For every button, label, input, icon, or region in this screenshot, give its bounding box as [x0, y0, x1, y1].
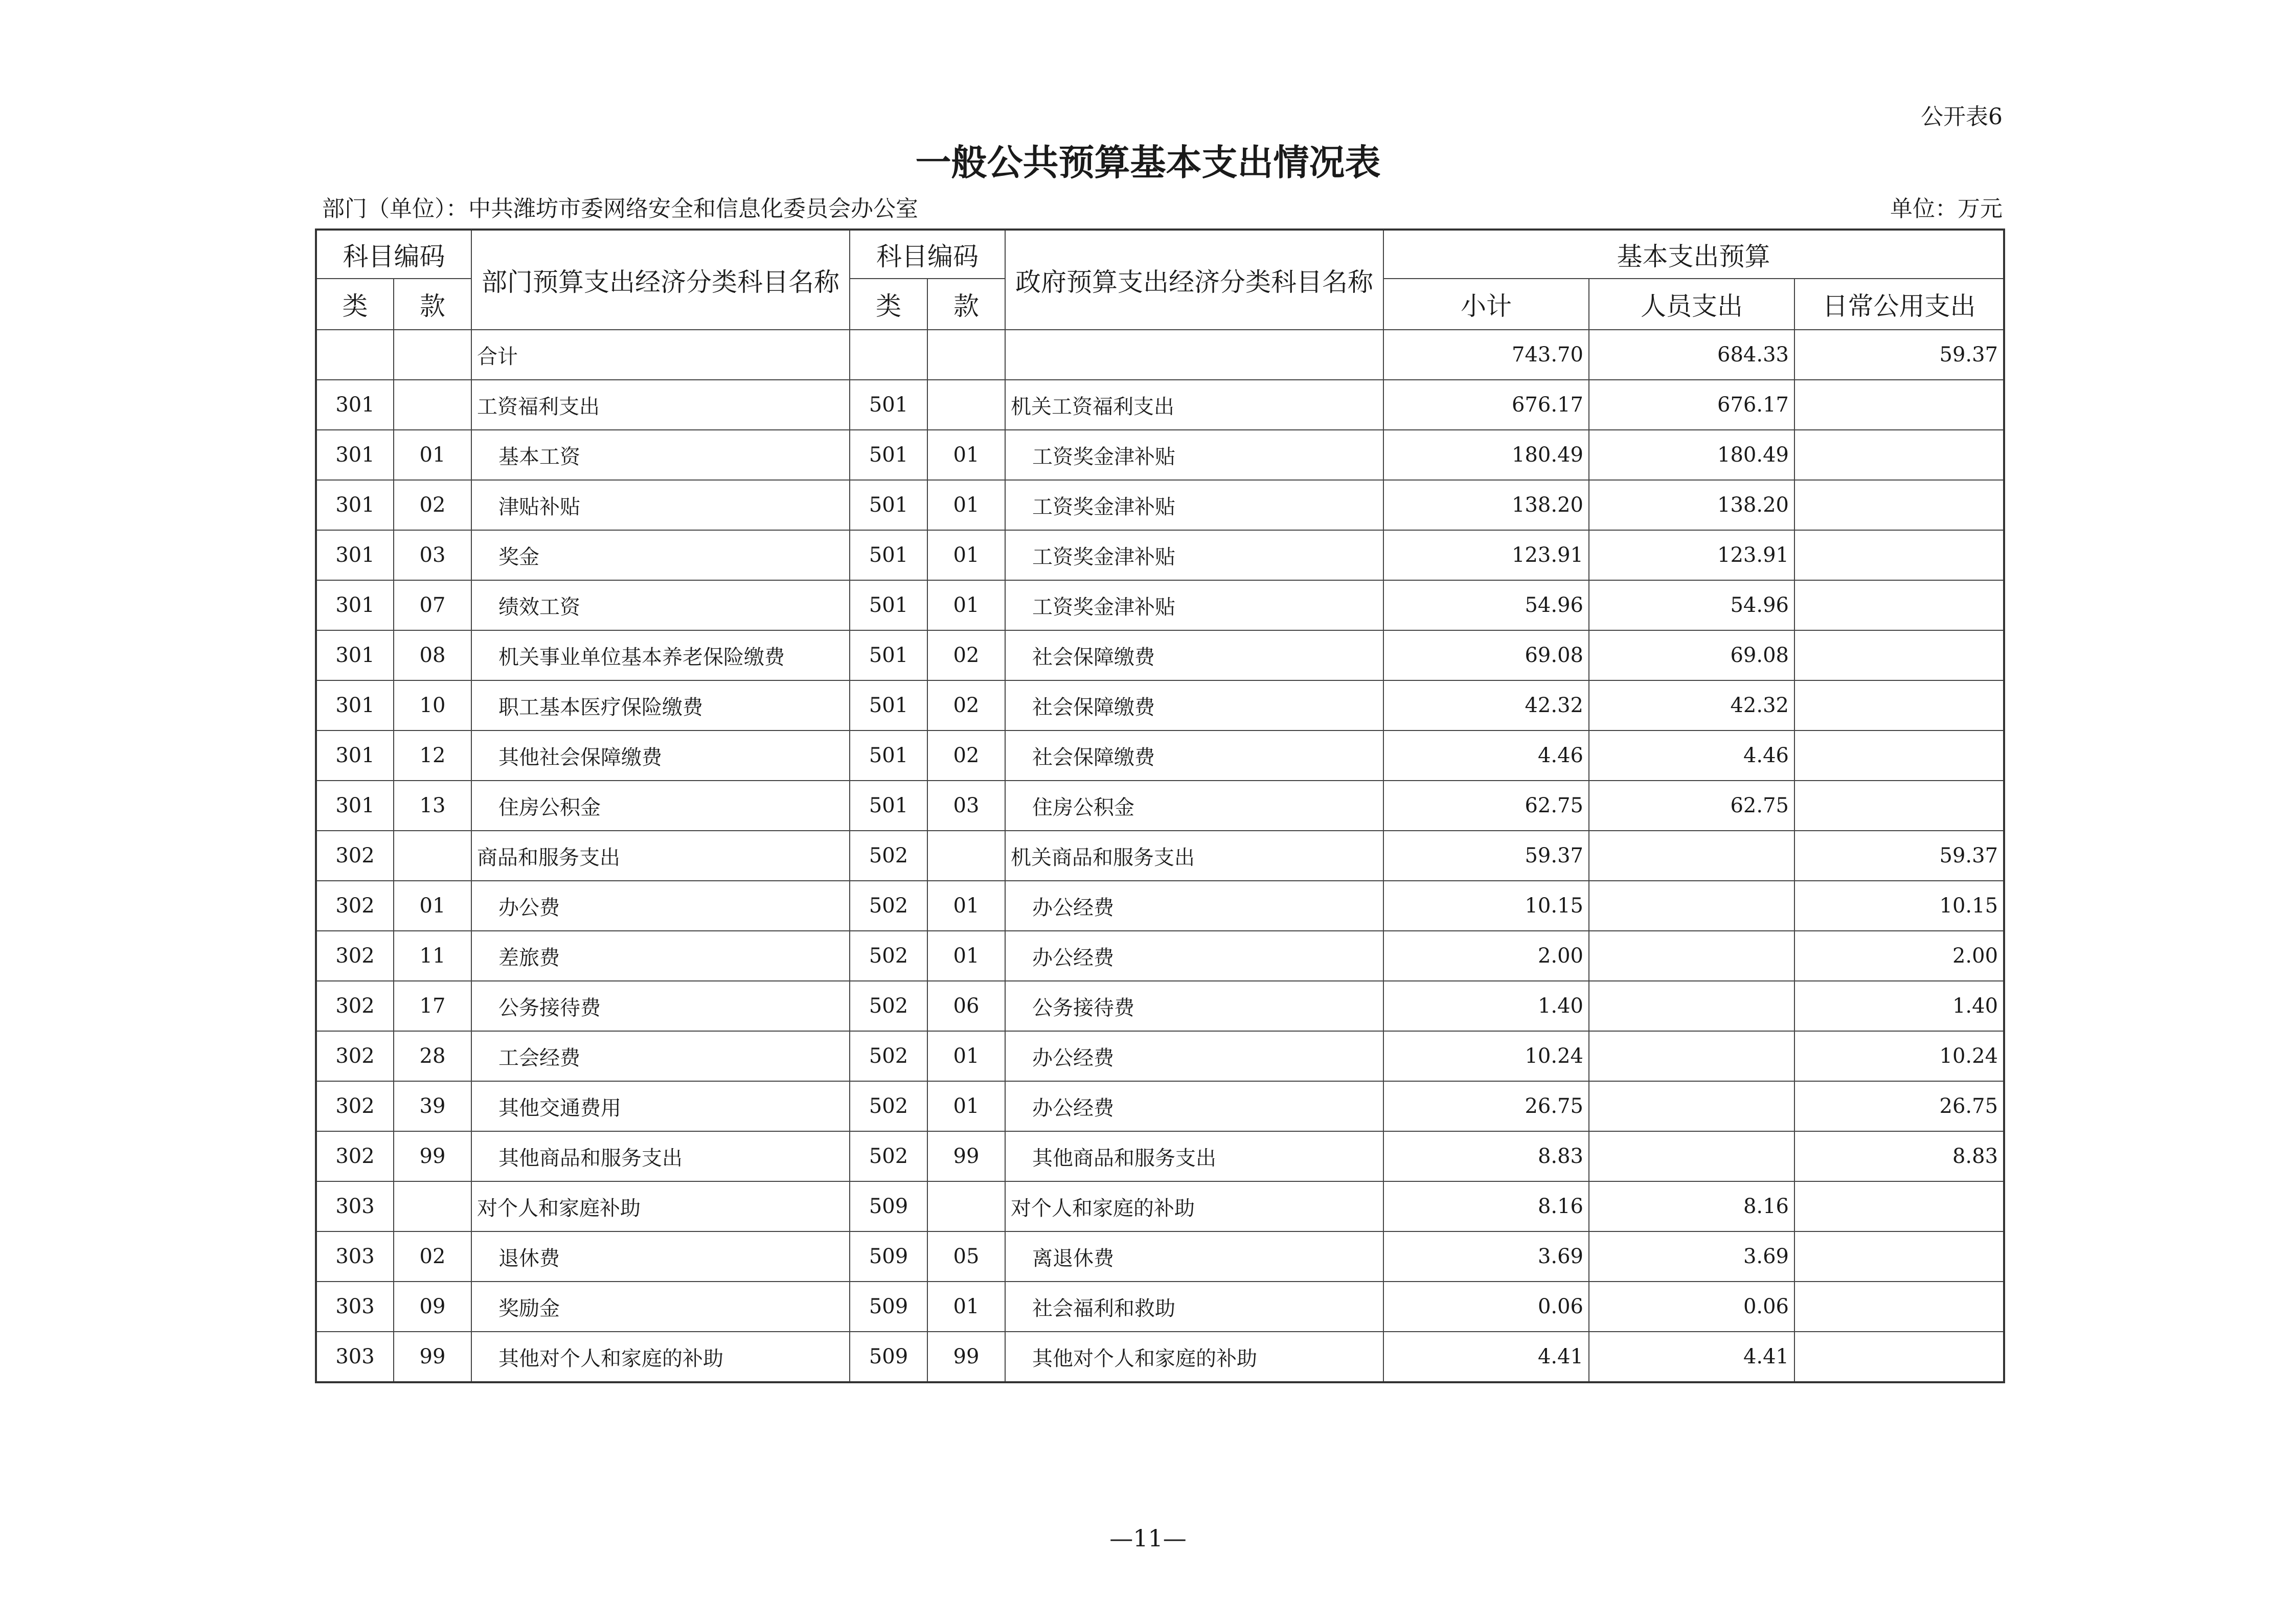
subtotal-cell: 42.32 [1383, 680, 1589, 730]
gov-category-cell: 502 [850, 1131, 927, 1181]
gov-name-cell: 离退休费 [1005, 1231, 1383, 1282]
table-row [316, 981, 2004, 1031]
gov-name-cell: 机关工资福利支出 [1005, 380, 1383, 430]
personnel-cell [1589, 831, 1794, 881]
gov-item-cell: 01 [927, 580, 1005, 630]
gov-item-cell: 01 [927, 1081, 1005, 1131]
category-cell: 302 [316, 931, 394, 981]
personnel-cell: 69.08 [1589, 630, 1794, 680]
personnel-cell [1589, 931, 1794, 981]
category-cell: 302 [316, 1031, 394, 1081]
gov-item-cell [927, 1181, 1005, 1231]
personnel-cell: 684.33 [1589, 330, 1794, 380]
gov-name-cell: 工资奖金津补贴 [1005, 580, 1383, 630]
item-cell: 99 [394, 1332, 471, 1382]
gov-item-cell: 03 [927, 781, 1005, 831]
dept-name-cell: 其他商品和服务支出 [471, 1131, 850, 1181]
table-row [316, 931, 2004, 981]
item-cell [394, 831, 471, 881]
gov-item-cell [927, 831, 1005, 881]
table-row [316, 330, 2004, 380]
subtotal-cell: 62.75 [1383, 781, 1589, 831]
category-cell: 302 [316, 1081, 394, 1131]
category-cell: 301 [316, 380, 394, 430]
dept-name-cell: 职工基本医疗保险缴费 [471, 680, 850, 730]
gov-name-cell: 其他对个人和家庭的补助 [1005, 1332, 1383, 1382]
gov-item-cell: 01 [927, 430, 1005, 480]
category-cell: 302 [316, 981, 394, 1031]
dept-name-cell: 工会经费 [471, 1031, 850, 1081]
public-cell [1794, 781, 2004, 831]
category-cell: 301 [316, 781, 394, 831]
personnel-cell: 54.96 [1589, 580, 1794, 630]
gov-category-cell: 509 [850, 1332, 927, 1382]
dept-name-cell: 奖励金 [471, 1282, 850, 1332]
dept-name-cell: 其他社会保障缴费 [471, 730, 850, 781]
subtotal-cell: 4.41 [1383, 1332, 1589, 1382]
header-gov-item: 款 [927, 279, 1005, 330]
dept-name-cell: 机关事业单位基本养老保险缴费 [471, 630, 850, 680]
public-cell: 1.40 [1794, 981, 2004, 1031]
subtotal-cell: 8.16 [1383, 1181, 1589, 1231]
category-cell: 301 [316, 680, 394, 730]
gov-item-cell: 99 [927, 1332, 1005, 1382]
subtotal-cell: 138.20 [1383, 480, 1589, 530]
department-label: 部门（单位）：中共潍坊市委网络安全和信息化委员会办公室 [322, 196, 918, 222]
category-cell: 303 [316, 1332, 394, 1382]
personnel-cell: 4.41 [1589, 1332, 1794, 1382]
header-category: 类 [316, 279, 394, 330]
item-cell: 13 [394, 781, 471, 831]
unit-label: 单位：万元 [1890, 196, 2003, 222]
gov-category-cell: 501 [850, 430, 927, 480]
gov-category-cell: 501 [850, 530, 927, 580]
page-title: 一般公共预算基本支出情况表 [915, 142, 1381, 184]
personnel-cell: 138.20 [1589, 480, 1794, 530]
personnel-cell [1589, 1081, 1794, 1131]
gov-category-cell: 509 [850, 1231, 927, 1282]
dept-name-cell: 退休费 [471, 1231, 850, 1282]
gov-item-cell: 05 [927, 1231, 1005, 1282]
item-cell [394, 1181, 471, 1231]
public-cell [1794, 730, 2004, 781]
public-cell [1794, 1231, 2004, 1282]
gov-item-cell: 01 [927, 1031, 1005, 1081]
item-cell: 09 [394, 1282, 471, 1332]
item-cell: 28 [394, 1031, 471, 1081]
dept-name-cell: 绩效工资 [471, 580, 850, 630]
gov-item-cell: 02 [927, 680, 1005, 730]
public-cell: 2.00 [1794, 931, 2004, 981]
public-cell [1794, 680, 2004, 730]
table-row [316, 831, 2004, 881]
public-cell [1794, 1332, 2004, 1382]
table-row [316, 480, 2004, 530]
item-cell [394, 330, 471, 380]
public-cell [1794, 1181, 2004, 1231]
subtotal-cell: 10.15 [1383, 881, 1589, 931]
public-cell: 59.37 [1794, 831, 2004, 881]
personnel-cell: 42.32 [1589, 680, 1794, 730]
table-row [316, 730, 2004, 781]
item-cell: 17 [394, 981, 471, 1031]
category-cell [316, 330, 394, 380]
item-cell: 02 [394, 1231, 471, 1282]
table-row [316, 580, 2004, 630]
subtotal-cell: 26.75 [1383, 1081, 1589, 1131]
table-row [316, 530, 2004, 580]
dept-name-cell: 商品和服务支出 [471, 831, 850, 881]
table-row [316, 1332, 2004, 1382]
public-cell [1794, 630, 2004, 680]
dept-name-cell: 其他对个人和家庭的补助 [471, 1332, 850, 1382]
table-row [316, 1131, 2004, 1181]
subtotal-cell: 123.91 [1383, 530, 1589, 580]
public-cell: 10.24 [1794, 1031, 2004, 1081]
form-label: 公开表6 [1921, 104, 2003, 130]
gov-item-cell [927, 380, 1005, 430]
public-cell: 8.83 [1794, 1131, 2004, 1181]
header-gov-code: 科目编码 [850, 230, 1005, 279]
item-cell: 10 [394, 680, 471, 730]
dept-name-cell: 其他交通费用 [471, 1081, 850, 1131]
category-cell: 302 [316, 1131, 394, 1181]
gov-category-cell: 501 [850, 730, 927, 781]
gov-item-cell [927, 330, 1005, 380]
subtotal-cell: 0.06 [1383, 1282, 1589, 1332]
gov-name-cell: 社会保障缴费 [1005, 680, 1383, 730]
gov-category-cell: 502 [850, 831, 927, 881]
table-row [316, 1081, 2004, 1131]
table-row [316, 430, 2004, 480]
gov-name-cell: 工资奖金津补贴 [1005, 530, 1383, 580]
subtotal-cell: 1.40 [1383, 981, 1589, 1031]
gov-category-cell: 501 [850, 380, 927, 430]
subtotal-cell: 59.37 [1383, 831, 1589, 881]
dept-name-cell: 住房公积金 [471, 781, 850, 831]
table-row [316, 380, 2004, 430]
gov-name-cell: 社会保障缴费 [1005, 730, 1383, 781]
table-row [316, 1031, 2004, 1081]
personnel-cell: 8.16 [1589, 1181, 1794, 1231]
personnel-cell: 3.69 [1589, 1231, 1794, 1282]
category-cell: 303 [316, 1231, 394, 1282]
public-cell: 10.15 [1794, 881, 2004, 931]
personnel-cell: 0.06 [1589, 1282, 1794, 1332]
subtotal-cell: 10.24 [1383, 1031, 1589, 1081]
gov-name-cell: 机关商品和服务支出 [1005, 831, 1383, 881]
subtotal-cell: 743.70 [1383, 330, 1589, 380]
gov-name-cell: 对个人和家庭的补助 [1005, 1181, 1383, 1231]
subtotal-cell: 2.00 [1383, 931, 1589, 981]
subtotal-cell: 4.46 [1383, 730, 1589, 781]
gov-name-cell: 办公经费 [1005, 1081, 1383, 1131]
gov-name-cell: 工资奖金津补贴 [1005, 480, 1383, 530]
gov-name-cell: 办公经费 [1005, 931, 1383, 981]
gov-category-cell: 501 [850, 480, 927, 530]
gov-item-cell: 02 [927, 630, 1005, 680]
dept-name-cell: 公务接待费 [471, 981, 850, 1031]
category-cell: 301 [316, 530, 394, 580]
subtotal-cell: 8.83 [1383, 1131, 1589, 1181]
header-subject-code: 科目编码 [316, 230, 471, 279]
item-cell: 99 [394, 1131, 471, 1181]
personnel-cell: 676.17 [1589, 380, 1794, 430]
header-public: 日常公用支出 [1794, 279, 2004, 330]
gov-item-cell: 99 [927, 1131, 1005, 1181]
dept-name-cell: 差旅费 [471, 931, 850, 981]
item-cell [394, 380, 471, 430]
subtotal-cell: 69.08 [1383, 630, 1589, 680]
gov-name-cell: 公务接待费 [1005, 981, 1383, 1031]
personnel-cell: 123.91 [1589, 530, 1794, 580]
personnel-cell [1589, 1131, 1794, 1181]
budget-table [315, 229, 2005, 1383]
category-cell: 301 [316, 580, 394, 630]
gov-category-cell: 502 [850, 1081, 927, 1131]
item-cell: 12 [394, 730, 471, 781]
header-personnel: 人员支出 [1589, 279, 1794, 330]
public-cell [1794, 480, 2004, 530]
item-cell: 01 [394, 430, 471, 480]
gov-name-cell: 社会福利和救助 [1005, 1282, 1383, 1332]
header-item: 款 [394, 279, 471, 330]
item-cell: 08 [394, 630, 471, 680]
public-cell [1794, 580, 2004, 630]
table-row [316, 781, 2004, 831]
personnel-cell [1589, 881, 1794, 931]
gov-category-cell: 501 [850, 630, 927, 680]
gov-name-cell: 办公经费 [1005, 1031, 1383, 1081]
dept-name-cell: 办公费 [471, 881, 850, 931]
gov-category-cell [850, 330, 927, 380]
item-cell: 02 [394, 480, 471, 530]
item-cell: 01 [394, 881, 471, 931]
gov-category-cell: 509 [850, 1181, 927, 1231]
gov-name-cell: 其他商品和服务支出 [1005, 1131, 1383, 1181]
gov-category-cell: 509 [850, 1282, 927, 1332]
category-cell: 302 [316, 831, 394, 881]
gov-name-cell: 工资奖金津补贴 [1005, 430, 1383, 480]
header-basic-budget: 基本支出预算 [1383, 230, 2004, 279]
dept-name-cell: 基本工资 [471, 430, 850, 480]
item-cell: 03 [394, 530, 471, 580]
gov-category-cell: 502 [850, 1031, 927, 1081]
public-cell [1794, 430, 2004, 480]
table-row [316, 881, 2004, 931]
table-row [316, 680, 2004, 730]
subtotal-cell: 3.69 [1383, 1231, 1589, 1282]
category-cell: 301 [316, 730, 394, 781]
dept-name-cell: 津贴补贴 [471, 480, 850, 530]
personnel-cell [1589, 1031, 1794, 1081]
gov-category-cell: 501 [850, 781, 927, 831]
header-gov-name: 政府预算支出经济分类科目名称 [1005, 230, 1383, 330]
personnel-cell: 180.49 [1589, 430, 1794, 480]
subtotal-cell: 676.17 [1383, 380, 1589, 430]
gov-item-cell: 01 [927, 530, 1005, 580]
gov-item-cell: 02 [927, 730, 1005, 781]
item-cell: 39 [394, 1081, 471, 1131]
gov-category-cell: 502 [850, 981, 927, 1031]
gov-category-cell: 501 [850, 580, 927, 630]
gov-category-cell: 502 [850, 881, 927, 931]
category-cell: 302 [316, 881, 394, 931]
gov-category-cell: 502 [850, 931, 927, 981]
category-cell: 303 [316, 1282, 394, 1332]
table-row [316, 630, 2004, 680]
personnel-cell: 4.46 [1589, 730, 1794, 781]
header-subtotal: 小计 [1383, 279, 1589, 330]
public-cell [1794, 380, 2004, 430]
dept-name-cell: 对个人和家庭补助 [471, 1181, 850, 1231]
category-cell: 301 [316, 430, 394, 480]
table-row [316, 1181, 2004, 1231]
category-cell: 301 [316, 480, 394, 530]
dept-name-cell: 奖金 [471, 530, 850, 580]
gov-item-cell: 01 [927, 881, 1005, 931]
header-dept-name: 部门预算支出经济分类科目名称 [471, 230, 850, 330]
gov-name-cell: 住房公积金 [1005, 781, 1383, 831]
personnel-cell: 62.75 [1589, 781, 1794, 831]
category-cell: 301 [316, 630, 394, 680]
public-cell: 26.75 [1794, 1081, 2004, 1131]
subtotal-cell: 180.49 [1383, 430, 1589, 480]
gov-item-cell: 01 [927, 480, 1005, 530]
table-row [316, 1231, 2004, 1282]
dept-name-cell: 合计 [471, 330, 850, 380]
item-cell: 11 [394, 931, 471, 981]
item-cell: 07 [394, 580, 471, 630]
table-row [316, 1282, 2004, 1332]
gov-name-cell: 社会保障缴费 [1005, 630, 1383, 680]
category-cell: 303 [316, 1181, 394, 1231]
dept-name-cell: 工资福利支出 [471, 380, 850, 430]
page-number: —11— [1109, 1524, 1187, 1552]
subtotal-cell: 54.96 [1383, 580, 1589, 630]
gov-item-cell: 01 [927, 931, 1005, 981]
gov-name-cell: 办公经费 [1005, 881, 1383, 931]
public-cell [1794, 1282, 2004, 1332]
gov-item-cell: 06 [927, 981, 1005, 1031]
public-cell [1794, 530, 2004, 580]
gov-category-cell: 501 [850, 680, 927, 730]
gov-item-cell: 01 [927, 1282, 1005, 1332]
header-gov-category: 类 [850, 279, 927, 330]
public-cell: 59.37 [1794, 330, 2004, 380]
gov-name-cell [1005, 330, 1383, 380]
personnel-cell [1589, 981, 1794, 1031]
